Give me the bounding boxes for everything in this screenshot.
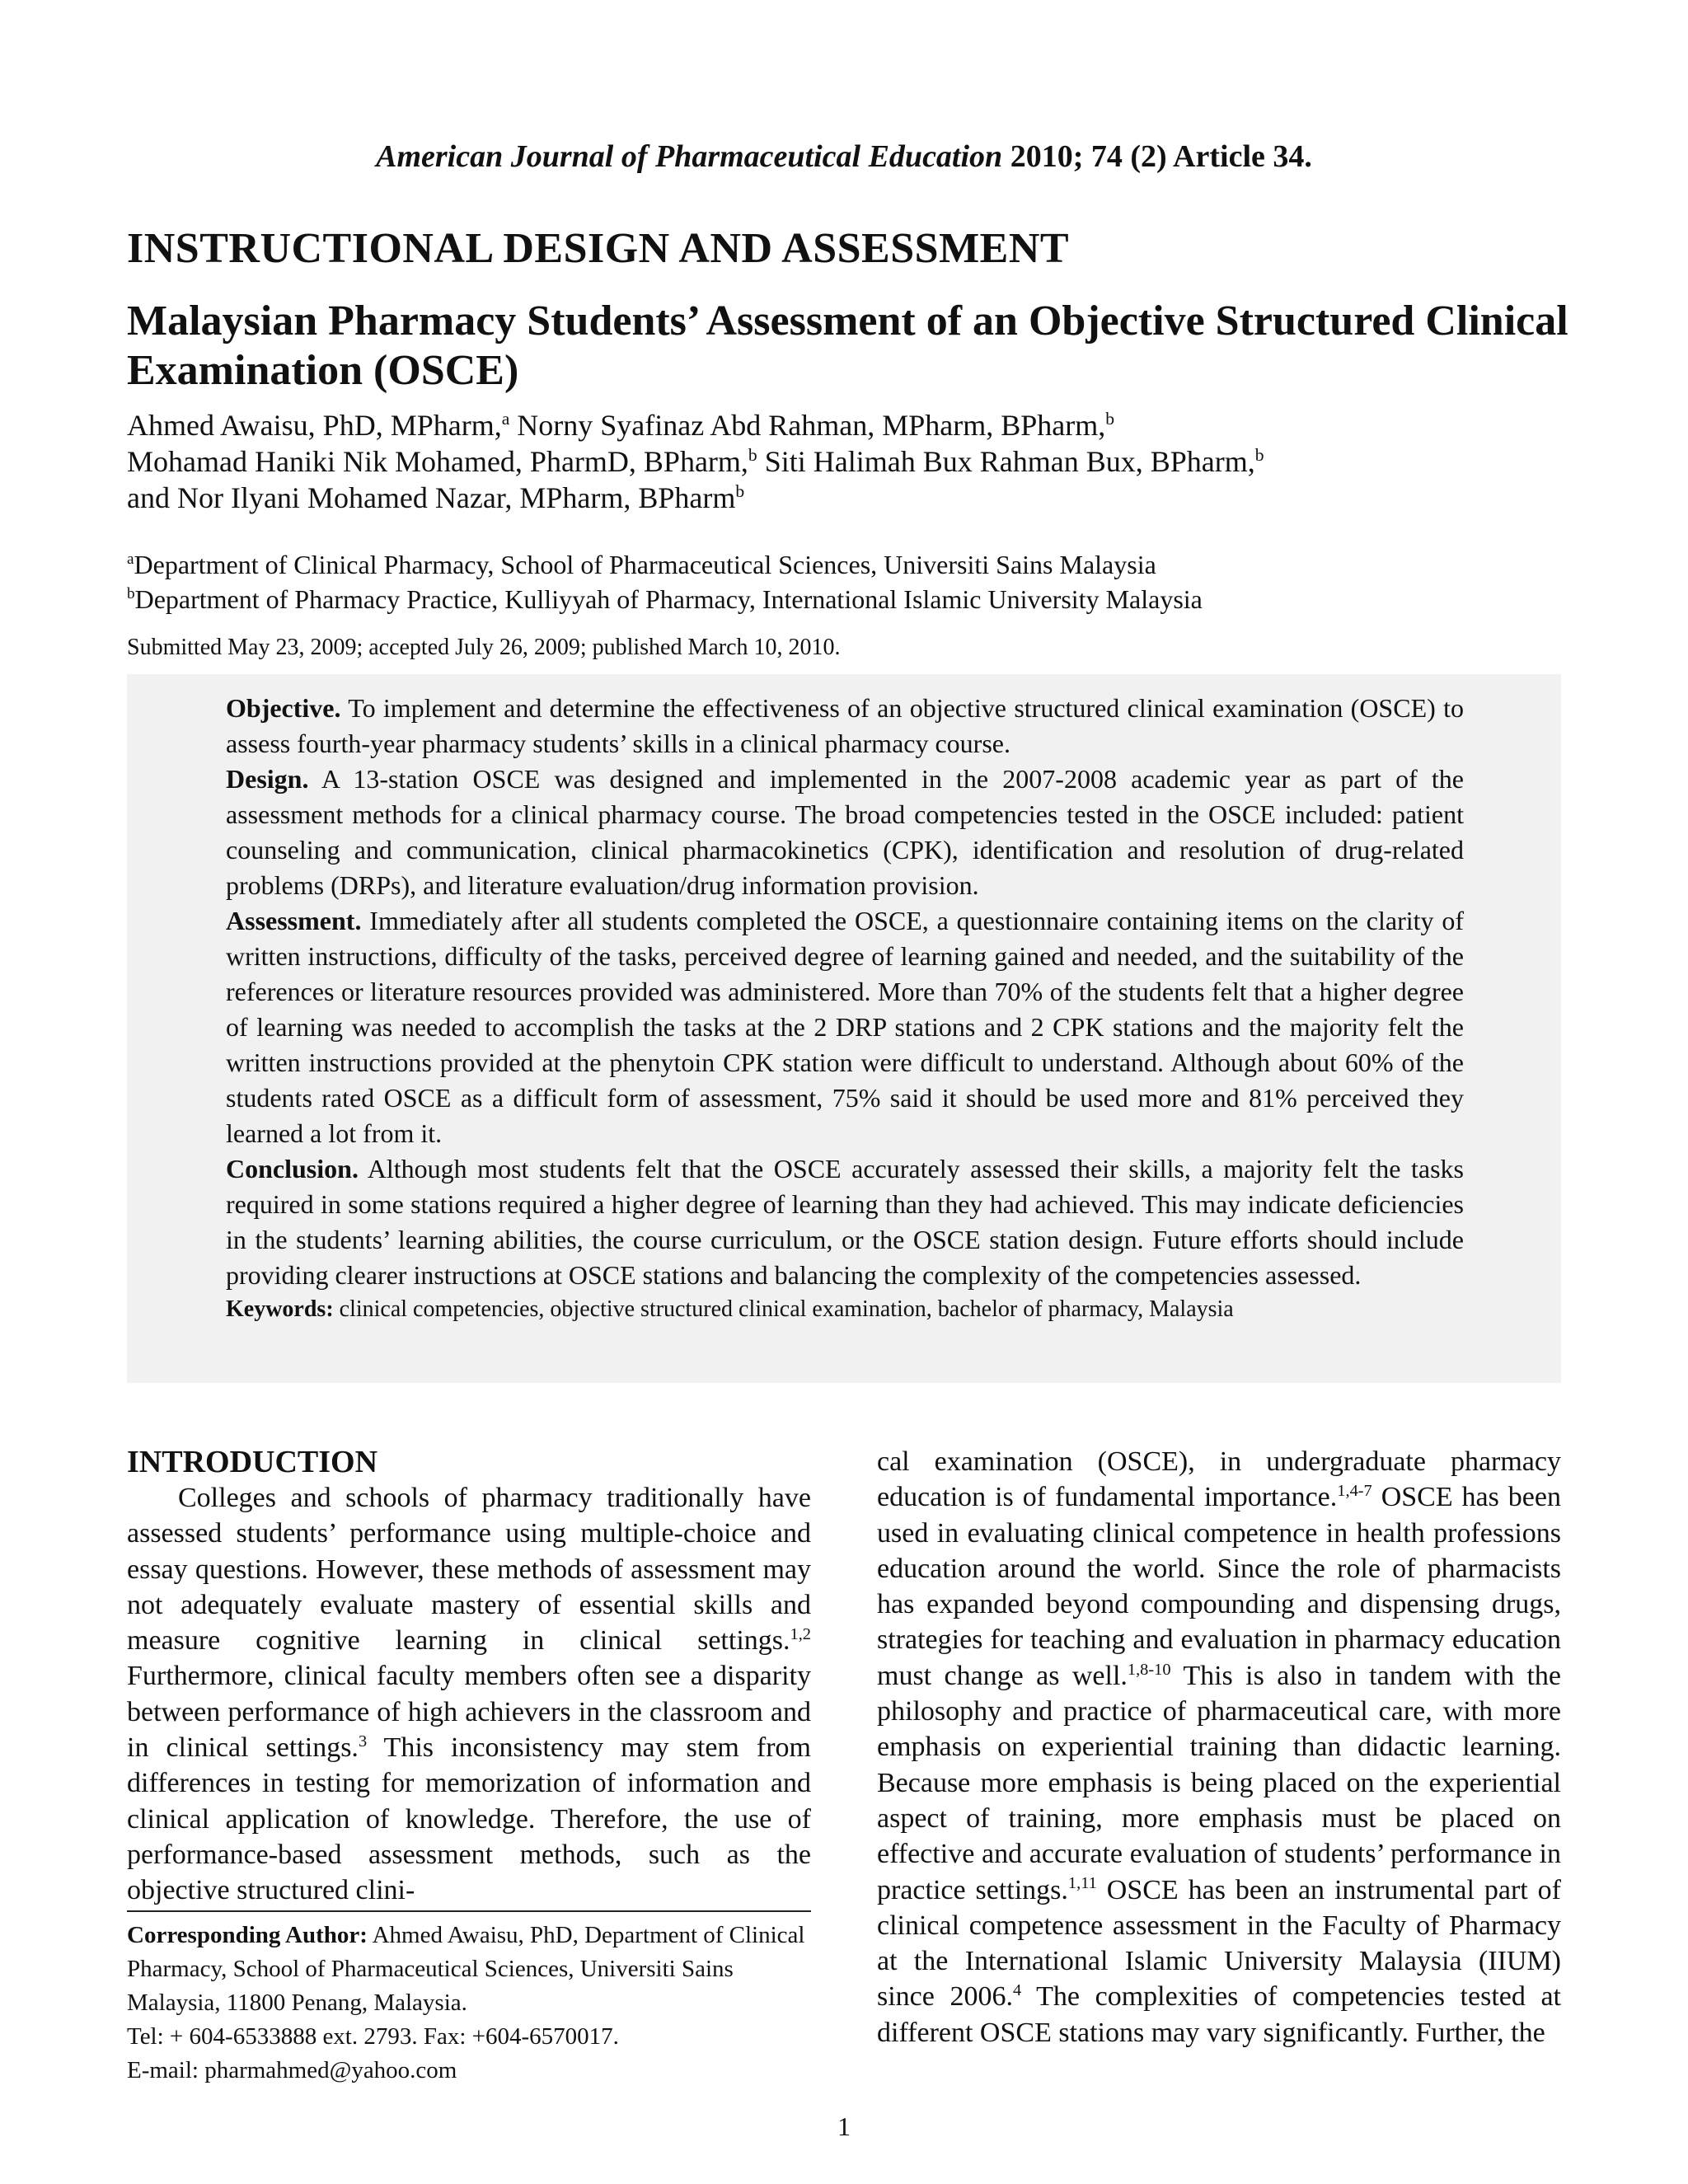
author-name: Norny Syafinaz Abd Rahman, MPharm, BPharm, [517,409,1106,442]
journal-name: American Journal of Pharmaceutical Education [376,139,1003,174]
citation-ref: 1,2 [790,1624,811,1643]
body-column-right [877,1444,1561,2050]
corresponding-author-note [127,1919,811,2088]
author-name: Ahmed Awaisu, PhD, MPharm, [127,409,502,442]
abstract-assessment [226,903,1464,1151]
body-text: This inconsistency may stem from differences in testing for memorization of information and clinical application of knowledge. Therefore, the use of performance-based assessment methods, such as the objective structured clini- [127,1732,811,1906]
author-name: Siti Halimah Bux Rahman Bux, BPharm, [764,445,1255,478]
body-text: OSCE has been used in evaluating clinical competence in health professions education around the world. Since the role of pharmacists has expanded beyond compounding and dispensing drugs, strategies for teaching and evaluation in pharmacy education must change as well. [877,1482,1561,1691]
keywords-text: clinical competencies, objective structured clinical examination, bachelor of pharmacy, Malaysia [339,1296,1234,1322]
affiliation-item [127,582,1594,616]
abstract-assessment-label: Assessment. [226,906,362,935]
author-affiliation-mark: b [735,481,745,502]
body-text: OSCE has been an instrumental part of clinical competence assessment in the Faculty of Pharmacy at the International Islamic University Malaysia (IIUM) since 2006. [877,1874,1561,2013]
introduction-paragraph [127,1480,811,1909]
abstract-assessment-text: Immediately after all students completed the OSCE, a questionnaire containing items on the clarity of written instructions, difficulty of the tasks, perceived degree of learning gained and needed, and the suitability of the references or literature resources provided was administered. More than 70% of the students felt that a higher degree of learning was needed to accomplish the tasks at the 2 DRP stations and 2 CPK stations and the majority felt the written instructions provided at the phenytoin CPK station were difficult to understand. Although about 60% of the students rated OSCE as a difficult form of assessment, 75% said it should be used more and 81% perceived they learned a lot from it. [226,906,1465,1148]
affiliation-mark: b [127,585,135,603]
abstract-design-text: A 13-station OSCE was designed and implemented in the 2007-2008 academic year as part of the assessment methods for a clinical pharmacy course. The broad competencies tested in the OSCE included: patient counseling and communication, clinical pharmacokinetics (CPK), identification and resolution of drug-related problems (DRPs), and literature evaluation/drug information provision. [226,764,1464,900]
abstract-objective [226,691,1464,762]
body-column-left [127,1444,811,1909]
author-affiliation-mark: b [1254,445,1264,466]
body-text: Ahmed Awaisu, PhD, Department of Clinical Pharmacy, School of Pharmaceutical Sciences, Universiti Sains Malaysia, 11800 Penang, Malaysia. [127,1922,805,2016]
page-number: 1 [837,2111,851,2141]
abstract-objective-label: Objective. [226,693,341,723]
citation-ref: 1,4-7 [1337,1482,1372,1501]
abstract-conclusion [226,1151,1464,1293]
citation-ref: 3 [358,1732,368,1750]
body-text: This is also in tandem with the philosophy and practice of pharmaceutical care, with more emphasis on experiential training than didactic learning. Because more emphasis is being placed on the experiential aspect of training, more emphasis must be placed on effective and accurate evaluation of students’ performance in practice settings. [877,1660,1561,1905]
keywords-label: Keywords: [226,1296,334,1322]
corresponding-author-label: Corresponding Author: [127,1922,368,1948]
affiliation-mark: a [127,551,134,569]
citation-ref: 1,8-10 [1127,1660,1171,1679]
body-text: The complexities of competencies tested at different OSCE stations may vary significantly. Further, the [877,1981,1561,2048]
citation-ref: 1,11 [1067,1874,1097,1893]
author-affiliation-mark: a [501,409,510,429]
author-name: and Nor Ilyani Mohamed Nazar, MPharm, BPharm [127,481,736,514]
introduction-paragraph-continued [877,1444,1561,2050]
author-affiliation-mark: b [1105,409,1115,429]
abstract-design-label: Design. [226,764,309,794]
body-text: Furthermore, clinical faculty members often see a disparity between performance of high achievers in the classroom and in clinical settings. [127,1661,811,1764]
journal-citation: 2010; 74 (2) Article 34. [1010,139,1312,174]
journal-header [0,138,1688,175]
affiliation-text: Department of Pharmacy Practice, Kulliyyah of Pharmacy, International Islamic University Malaysia [134,584,1203,614]
abstract-conclusion-text: Although most students felt that the OSCE accurately assessed their skills, a majority felt the tasks required in some stations required a higher degree of learning than they had achieved. This may indicate deficiencies in the students’ learning abilities, the course curriculum, or the OSCE station design. Future efforts should include providing clearer instructions at OSCE stations and balancing the complexity of the competencies assessed. [226,1154,1465,1290]
citation-ref: 4 [1012,1981,1022,2000]
abstract-design [226,762,1464,903]
section-label: INSTRUCTIONAL DESIGN AND ASSESSMENT [127,225,1070,272]
corresponding-author-phone: Tel: + 604-6533888 ext. 2793. Fax: +604-6570017. [127,2023,619,2050]
abstract-keywords [226,1293,1464,1326]
affiliation-list [127,547,1594,616]
abstract [226,691,1464,1326]
abstract-conclusion-label: Conclusion. [226,1154,359,1183]
author-affiliation-mark: b [748,445,757,466]
corresponding-author-email: E-mail: pharmahmed@yahoo.com [127,2057,457,2083]
abstract-objective-text: To implement and determine the effectiveness of an objective structured clinical examination (OSCE) to assess fourth-year pharmacy students’ skills in a clinical pharmacy course. [226,693,1465,758]
body-text: cal examination (OSCE), in undergraduate pharmacy education is of fundamental importance. [877,1446,1561,1513]
article-title: Malaysian Pharmacy Students’ Assessment of an Objective Structured Clinical Examination (OSCE) [127,298,1568,394]
introduction-heading: INTRODUCTION [127,1445,378,1479]
body-text: Colleges and schools of pharmacy traditionally have assessed students’ performance using multiple-choice and essay questions. However, these methods of assessment may not adequately evaluate mastery of essential skills and measure cognitive learning in clinical settings. [127,1483,811,1657]
footnote-divider [127,1910,811,1912]
corresponding-author-address [127,1919,811,2020]
affiliation-text: Department of Clinical Pharmacy, School of Pharmaceutical Sciences, Universiti Sains Malaysia [134,550,1156,579]
author-list [127,407,1594,516]
affiliation-item [127,547,1594,582]
submission-dates: Submitted May 23, 2009; accepted July 26, 2009; published March 10, 2010. [127,635,841,660]
author-name: Mohamad Haniki Nik Mohamed, PharmD, BPharm, [127,445,748,478]
